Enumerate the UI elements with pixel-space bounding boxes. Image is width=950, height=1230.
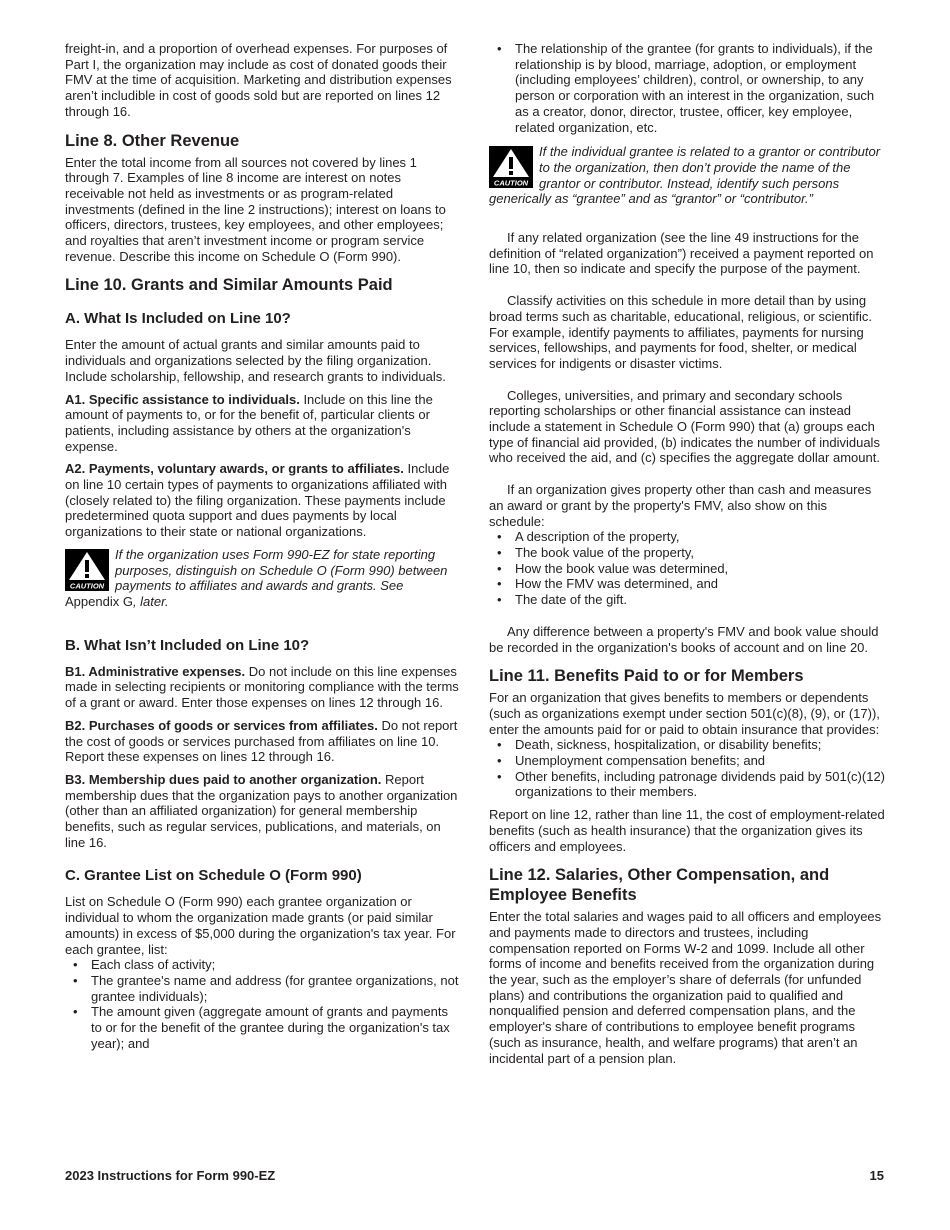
list-item: • The date of the gift. <box>497 592 628 608</box>
paragraph-related-org: If any related organization (see the line 49 instructions for the definition of “related organization”) received a payment reported on line 10, then so indicate and specify the purpose of the payment. <box>489 230 874 277</box>
paragraph-intro: freight-in, and a proportion of overhead expenses. For purposes of Part I, the organization may include as cost of donated goods their FMV at the time of acquisition. Marketing and distribution expenses aren’t includible in cost of goods sold but are reported on lines 12 through 16. <box>65 41 452 119</box>
left-column <box>65 41 461 1058</box>
list-item: • The book value of the property, <box>497 544 694 560</box>
page-number: 15 <box>869 1168 884 1183</box>
spacer <box>489 615 885 624</box>
heading-section-a: A. What Is Included on Line 10? <box>65 310 291 328</box>
paragraph-b3 <box>65 772 461 851</box>
list-item: • Death, sickness, hospitalization, or disability benefits; <box>497 737 822 753</box>
paragraph-line-11: For an organization that gives benefits to members or dependents (such as organizations exempt under section 501(c)(8), (9), or (17)), enter the amounts paid for or paid to obtain insurance that provides: <box>489 690 880 737</box>
a1-text: Include on this line the amount of payments to, or for the benefit of, particular clients or patients, including assistance by others at the organization's expense. <box>65 391 433 454</box>
list-item: • The relationship of the grantee (for grants to individuals), if the relationship is by blood, marriage, adoption, or employment (including employees’ children), control, or ownership, to any person or corporation with an interest in the organization, such as a creator, donor, director, trustee, officer, key employee, related organization, etc. <box>497 41 875 135</box>
heading-section-c: C. Grantee List on Schedule O (Form 990) <box>65 867 362 885</box>
caution-1-end: , later. <box>132 593 169 609</box>
paragraph-a2 <box>65 461 461 540</box>
right-column <box>489 41 885 1073</box>
b2-text: Do not report the cost of goods or services purchased from affiliates on line 10. Report these expenses on lines 12 through 16. <box>65 717 458 765</box>
list-item: • Other benefits, including patronage dividends paid by 501(c)(12) organizations to their members. <box>497 768 886 800</box>
caution-note-affiliates <box>65 547 461 610</box>
heading-line-11: Line 11. Benefits Paid to or for Members <box>489 667 804 686</box>
paragraph-section-c: List on Schedule O (Form 990) each grantee organization or individual to whom the organization made grants (or paid similar amounts) in excess of $5,000 during the organization's tax year. For each grantee, list: <box>65 894 456 957</box>
appendix-g-link[interactable]: Appendix G <box>65 593 133 609</box>
b1-title: B1. Administrative expenses. <box>65 663 246 679</box>
a1-title: A1. Specific assistance to individuals. <box>65 391 300 407</box>
paragraph-difference: Any difference between a property's FMV and book value should be recorded in the organization's books of account and on line 20. <box>489 623 879 655</box>
a2-text: Include on line 10 certain types of payments to organizations affiliated with (closely related to) the filing organization. These payments include predetermined quota support and dues payments by local organizations to their state or national organizations. <box>65 461 450 540</box>
spacer <box>489 214 885 230</box>
list-item: • The amount given (aggregate amount of grants and payments to or for the benefit of the grantee during the organization's tax year); and <box>73 1004 450 1051</box>
b3-title: B3. Membership dues paid to another organization. <box>65 771 382 787</box>
caution-note-grantor <box>489 144 885 207</box>
caution-icon <box>489 146 533 188</box>
spacer <box>489 372 885 388</box>
paragraph-b1 <box>65 664 461 711</box>
heading-line-12: Line 12. Salaries, Other Compensation, and Employee Benefits <box>489 866 830 905</box>
caution-label: CAUTION <box>493 178 529 188</box>
b2-title: B2. Purchases of goods or services from affiliates. <box>65 717 378 733</box>
paragraph-property: If an organization gives property other than cash and measures an award or grant by the property's FMV, also show on this schedule: <box>489 482 872 529</box>
list-item: • Unemployment compensation benefits; and <box>497 753 766 769</box>
spacer <box>489 466 885 482</box>
benefits-list <box>489 737 885 800</box>
paragraph-a1 <box>65 392 461 455</box>
b1-text: Do not include on this line expenses made in selecting recipients or monitoring compliance with the terms of a grant or award. Enter those expenses on lines 12 through 16. <box>65 663 459 711</box>
spacer <box>489 277 885 293</box>
caution-icon <box>65 549 109 591</box>
paragraph-report-line-12: Report on line 12, rather than line 11, the cost of employment-related benefits (such as health insurance) that the organization gives its officers and employees. <box>489 807 885 854</box>
heading-line-10: Line 10. Grants and Similar Amounts Paid <box>65 276 393 295</box>
caution-label: CAUTION <box>69 581 105 591</box>
b3-text: Report membership dues that the organization pays to another organization (other than an affiliated organization) for general membership benefits, such as regular services, publications, and materials, on line 16. <box>65 771 458 850</box>
paragraph-line-8: Enter the total income from all sources not covered by lines 1 through 7. Examples of line 8 income are interest on notes receivable not held as investments or as program-related investments (defined in the line 2 instructions); interest on loans to officers, directors, trustees, key employees, and other employees; and royalties that aren’t investment income or program service revenue. Describe this income on Schedule O (Form 990). <box>65 154 446 264</box>
paragraph-colleges: Colleges, universities, and primary and secondary schools reporting scholarships or other financial assistance can instead include a statement in Schedule O (Form 990) that (a) groups each type of financial aid provided, (b) indicates the number of individuals who received the aid, and (c) specifies the aggregate dollar amount. <box>489 387 880 466</box>
list-item: • How the FMV was determined, and <box>497 576 719 592</box>
property-list <box>489 529 885 608</box>
grantee-list-continued <box>489 41 885 135</box>
list-item: • Each class of activity; <box>73 957 216 973</box>
a2-title: A2. Payments, voluntary awards, or grants to affiliates. <box>65 461 404 477</box>
caution-1-text: If the organization uses Form 990-EZ for state reporting purposes, distinguish on Schedule O (Form 990) between payments to affiliates and awards and grants. See <box>115 546 448 594</box>
paragraph-classify: Classify activities on this schedule in more detail than by using broad terms such as charitable, educational, religious, or scientific. For example, identify payments to affiliates, payments for nursing services, fellowships, and payments for food, shelter, or medical services for indigents or disaster victims. <box>489 293 872 371</box>
caution-2-text: If the individual grantee is related to a grantor or contributor to the organization, then don’t provide the name of the grantor or contributor. Instead, identify such persons generically as “grantee” and as “grantor” or “contributor.” <box>489 144 881 207</box>
heading-line-8: Line 8. Other Revenue <box>65 131 240 150</box>
heading-section-b: B. What Isn’t Included on Line 10? <box>65 636 310 654</box>
list-item: • A description of the property, <box>497 529 680 545</box>
list-item: • The grantee's name and address (for grantee organizations, not grantee individuals); <box>73 972 459 1004</box>
paragraph-b2 <box>65 718 461 765</box>
list-item: • How the book value was determined, <box>497 560 729 576</box>
paragraph-section-a: Enter the amount of actual grants and similar amounts paid to individuals and organizations selected by the filing organization. Include scholarship, fellowship, and research grants to individuals. <box>65 337 446 384</box>
paragraph-line-12: Enter the total salaries and wages paid to all officers and employees and payments made to directors and trustees, including compensation reported on Forms W-2 and 1099. Include all other forms of income and benefits received from the organization during the year, such as the employer’s share of deferrals (for unfunded plans) and contributions the organization paid to qualified and nonqualified pension and deferred compensation plans, and the employer's share of contributions to employee benefit programs (such as insurance, health, and welfare programs) that aren’t an incidental part of a pension plan. <box>489 909 882 1066</box>
grantee-list <box>65 957 461 1051</box>
footer-title: 2023 Instructions for Form 990-EZ <box>65 1168 276 1183</box>
